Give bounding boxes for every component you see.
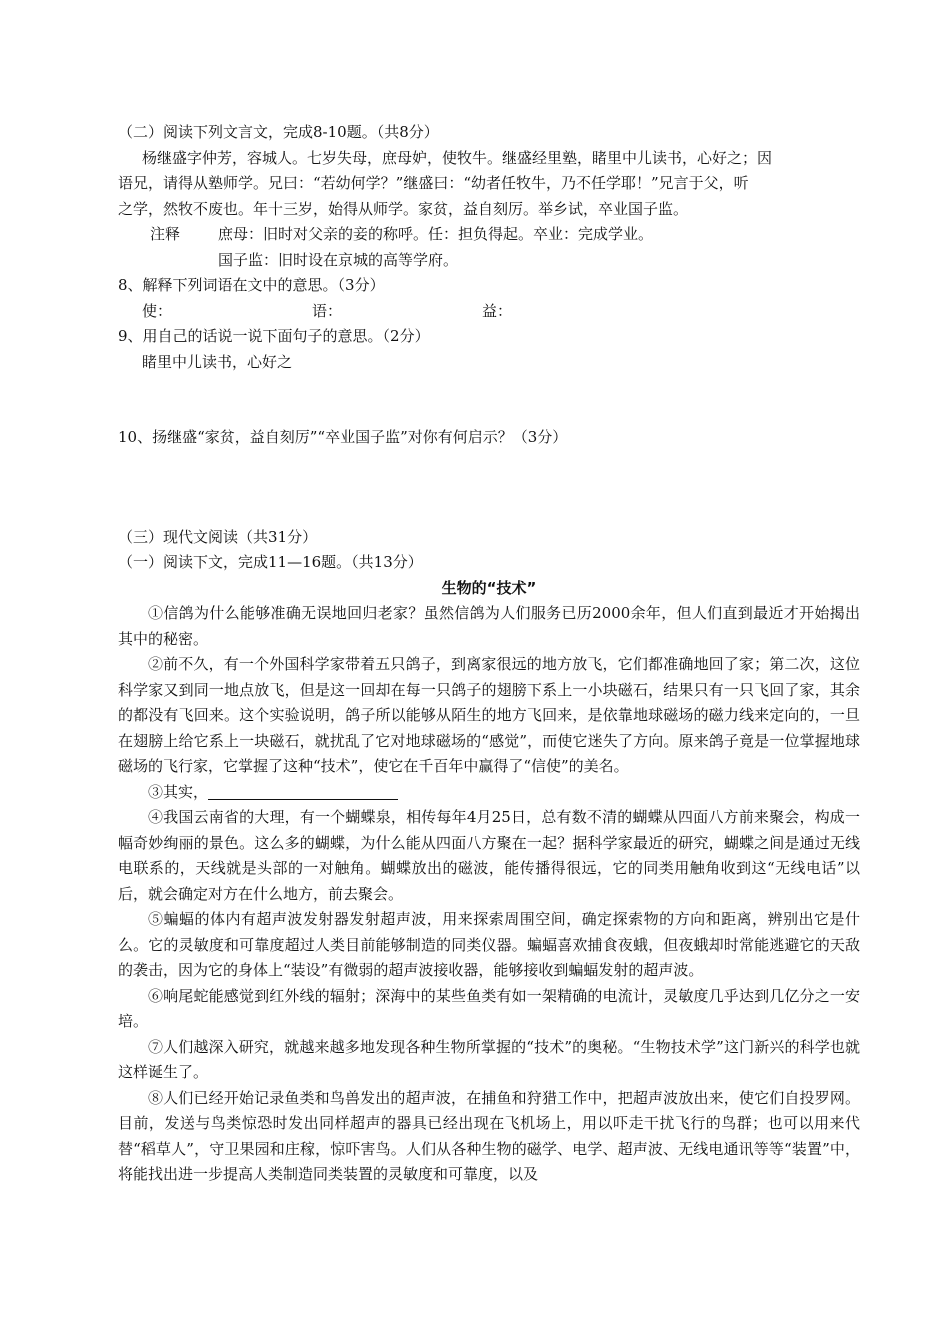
- section3-header: （三）现代文阅读（共31分）: [118, 527, 318, 546]
- article-paragraph-1: ①信鸽为什么能够准确无误地回归老家？虽然信鸽为人们服务已历2000余年，但人们直到最近才开始揭出其中的秘密。: [118, 604, 860, 648]
- question-9: 9、用自己的话说一说下面句子的意思。（2分）: [118, 327, 430, 345]
- word-yu: 语：: [312, 301, 343, 320]
- notes-label: 注释: [150, 225, 181, 243]
- notes-row: [118, 222, 860, 248]
- passage-line-1: 杨继盛字仲芳，容城人。七岁失母，庶母妒，使牧牛。继盛经里塾，睹里中儿读书，心好之；因: [142, 148, 773, 167]
- article-paragraph-6: ⑥响尾蛇能感觉到红外线的辐射；深海中的某些鱼类有如一架精确的电流计，灵敏度几乎达到几亿分之一安培。: [118, 986, 860, 1030]
- word-shi: 使：: [142, 301, 173, 320]
- question-8-words: [118, 299, 860, 325]
- answer-space-q10: [118, 451, 860, 525]
- section3-subheader: （一）阅读下文，完成11—16题。（共13分）: [118, 553, 423, 571]
- article-paragraph-4: ④我国云南省的大理，有一个蝴蝶泉，相传每年4月25日，总有数不清的蝴蝶从四面八方前来聚会，构成一幅奇妙绚丽的景色。这么多的蝴蝶，为什么能从四面八方聚在一起？据科学家最近的研究，蝴蝶之间是通过无线电联系的，天线就是头部的一对触角。蝴蝶放出的磁波，能传播得很远，它的同类用触角收到这“无线电话”以后，就会确定对方在什么地方，前去聚会。: [118, 808, 860, 903]
- article-paragraph-5: ⑤蝙蝠的体内有超声波发射器发射超声波，用来探索周围空间，确定探索物的方向和距离，辨别出它是什么。它的灵敏度和可靠度超过人类目前能够制造的同类仪器。蝙蝠喜欢捕食夜蛾，但夜蛾却时常能逃避它的天敌的袭击，因为它的身体上“装设”有微弱的超声波接收器，能够接收到蝙蝠发射的超声波。: [118, 910, 860, 979]
- notes-line-2: 国子监：旧时设在京城的高等学府。: [218, 250, 459, 269]
- section2-header: （二）阅读下列文言文，完成8-10题。（共8分）: [118, 123, 439, 141]
- word-yi: 益：: [482, 301, 513, 320]
- passage-line-3: 之学，然牧不废也。年十三岁，始得从师学。家贫，益自刻厉。举乡试，卒业国子监。: [118, 199, 689, 218]
- article-paragraph-7: ⑦人们越深入研究，就越来越多地发现各种生物所掌握的“技术”的奥秘。“生物技术学”这门新兴的科学也就这样诞生了。: [118, 1037, 860, 1081]
- article-paragraph-3: [118, 780, 860, 806]
- answer-space-q9: [118, 375, 860, 425]
- question-9-sentence: 睹里中儿读书，心好之: [142, 352, 293, 371]
- passage-line-2: 语兄，请得从塾师学。兄曰：“若幼何学？”继盛曰：“幼者任牧牛，乃不任学耶！”兄言于父，听: [118, 174, 749, 192]
- fill-in-blank[interactable]: [208, 781, 398, 800]
- question-10: 10、扬继盛“家贫，益自刻厉”“卒业国子监”对你有何启示？（3分）: [118, 428, 568, 446]
- article-paragraph-8: ⑧人们已经开始记录鱼类和鸟兽发出的超声波，在捕鱼和狩猎工作中，把超声波放出来，使它们自投罗网。目前，发送与鸟类惊恐时发出同样超声的器具已经出现在飞机场上，用以吓走干扰飞行的鸟群；也可以用来代替“稻草人”，守卫果园和庄稼，惊吓害鸟。人们从各种生物的磁学、电学、超声波、无线电通讯等等“装置”中，将能找出进一步提高人类制造同类装置的灵敏度和可靠度，以及: [118, 1088, 860, 1183]
- article-title: 生物的“技术”: [441, 578, 537, 597]
- exam-page: [118, 120, 860, 1188]
- question-8: 8、解释下列词语在文中的意思。（3分）: [118, 276, 385, 294]
- article-paragraph-2: ②前不久，有一个外国科学家带着五只鸽子，到离家很远的地方放飞，它们都准确地回了家；第二次，这位科学家又到同一地点放飞，但是这一回却在每一只鸽子的翅膀下系上一小块磁石，结果只有一只飞回了家，其余的都没有飞回来。这个实验说明，鸽子所以能够从陌生的地方飞回来，是依靠地球磁场的磁力线来定向的，一旦在翅膀上给它系上一块磁石，就扰乱了它对地球磁场的“感觉”，而使它迷失了方向。原来鸽子竟是一位掌握地球磁场的飞行家，它掌握了这种“技术”，使它在千百年中赢得了“信使”的美名。: [118, 655, 860, 775]
- paragraph-3-text: ③其实，: [148, 782, 209, 801]
- notes-line-1: 庶母：旧时对父亲的妾的称呼。任：担负得起。卒业：完成学业。: [218, 225, 654, 243]
